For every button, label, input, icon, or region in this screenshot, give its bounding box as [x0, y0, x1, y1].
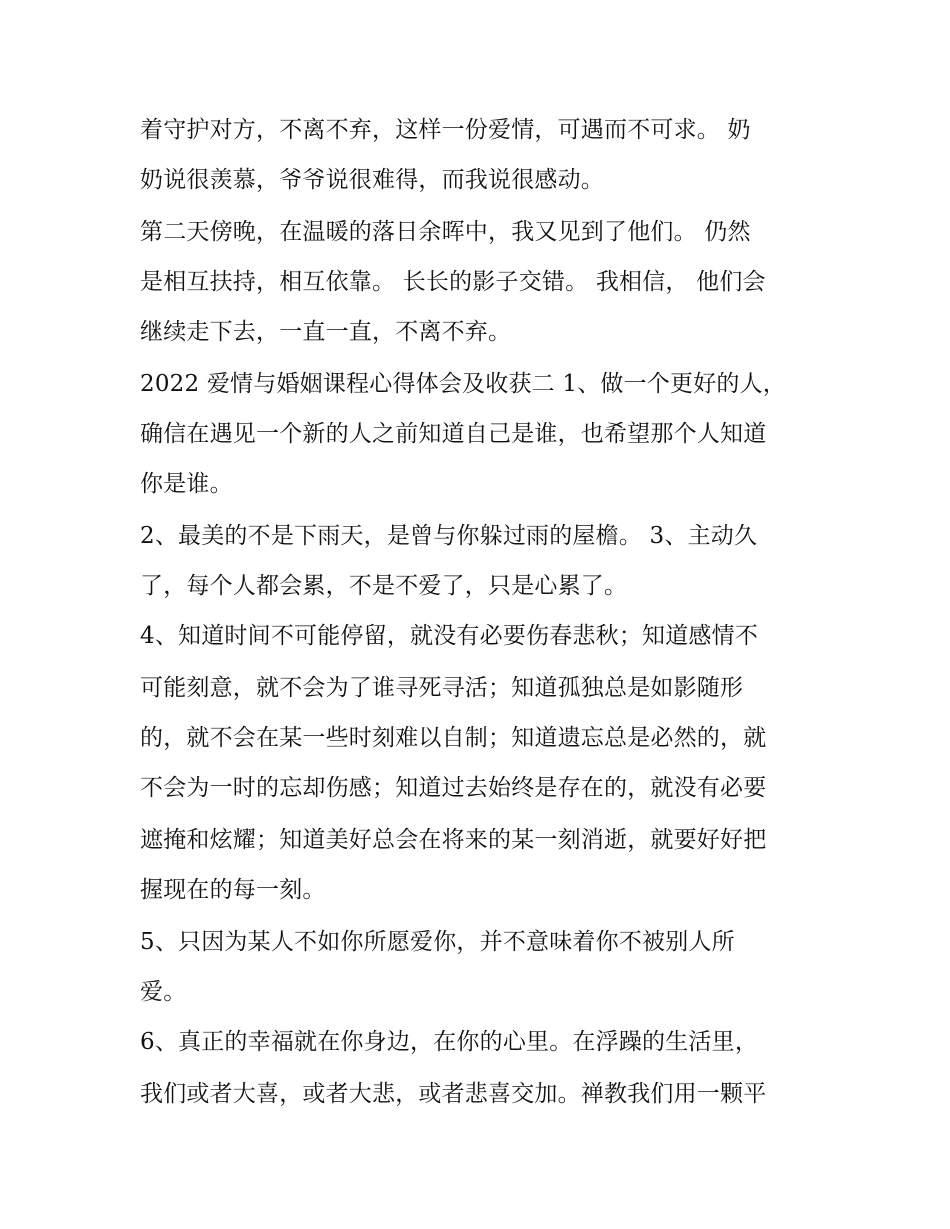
text-line: 你是谁。 — [140, 471, 233, 497]
text-line: 4、知道时间不可能停留，就没有必要伤春悲秋；知道感情不 — [140, 623, 759, 649]
text-line: 遮掩和炫耀；知道美好总会在将来的某一刻消逝，就要好好把 — [140, 827, 767, 853]
text-line: 6、真正的幸福就在你身边，在你的心里。在浮躁的生活里， — [140, 1029, 759, 1055]
text-line: 确信在遇见一个新的人之前知道自己是谁，也希望那个人知道 — [140, 421, 767, 447]
text-line: 可能刻意，就不会为了谁寻死寻活；知道孤独总是如影随形 — [140, 675, 744, 701]
text-line: 是相互扶持，相互依靠。 长长的影子交错。 我相信， 他们会 — [140, 269, 766, 295]
text-line: 2、最美的不是下雨天，是曾与你躲过雨的屋檐。 3、主动久 — [140, 523, 758, 549]
text-line: 不会为一时的忘却伤感；知道过去始终是存在的，就没有必要 — [140, 775, 767, 801]
text-line: 继续走下去，一直一直，不离不弃。 — [140, 319, 512, 345]
text-line: 第二天傍晚，在温暖的落日余晖中，我又见到了他们。 仍然 — [140, 219, 751, 245]
text-line: 我们或者大喜，或者大悲，或者悲喜交加。禅教我们用一颗平 — [140, 1081, 767, 1107]
text-line: 的，就不会在某一些时刻难以自制；知道遗忘总是必然的，就 — [140, 725, 767, 751]
text-line: 2022 爱情与婚姻课程心得体会及收获二 1、做一个更好的人， — [140, 371, 786, 397]
text-line: 爱。 — [140, 979, 187, 1005]
text-line: 握现在的每一刻。 — [140, 877, 326, 903]
text-line: 奶说很羡慕，爷爷说很难得，而我说很感动。 — [140, 167, 604, 193]
text-line: 了，每个人都会累，不是不爱了，只是心累了。 — [140, 573, 628, 599]
text-line: 5、只因为某人不如你所愿爱你，并不意味着你不被别人所 — [140, 929, 735, 955]
text-line: 着守护对方，不离不弃，这样一份爱情，可遇而不可求。 奶 — [140, 117, 751, 143]
